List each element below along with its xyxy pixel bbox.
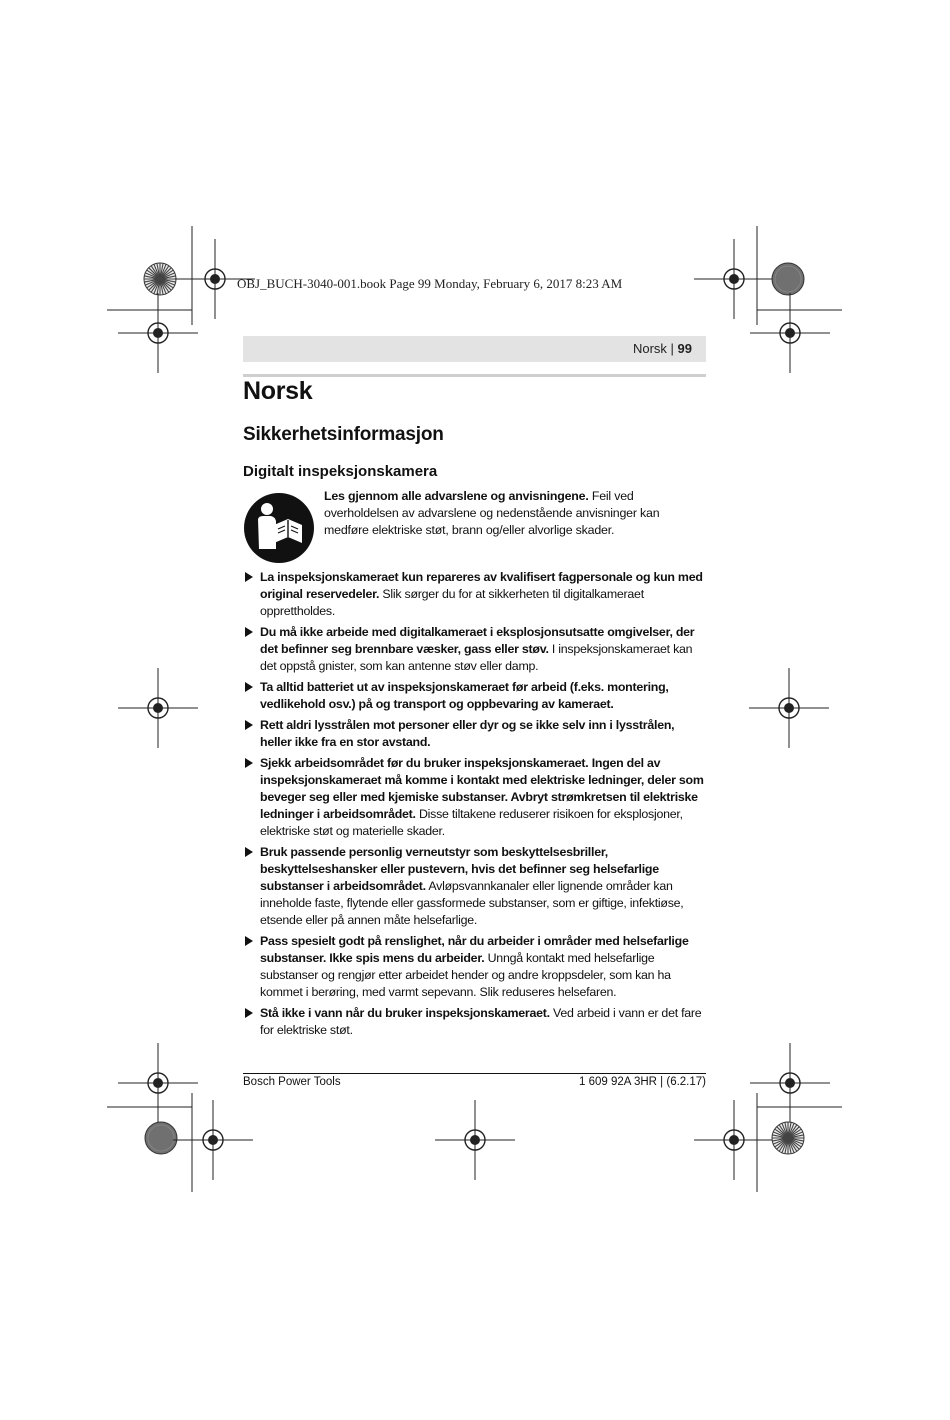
bullet-arrow-icon (245, 572, 253, 582)
warning-item (243, 933, 706, 1001)
page-header (633, 341, 692, 356)
intro-bold: Les gjennom alle advarslene og anvisningene. (324, 489, 589, 503)
footer-brand: Bosch Power Tools (243, 1076, 341, 1088)
warning-bold: Stå ikke i vann når du bruker inspeksjonskameraet. (260, 1006, 550, 1020)
bullet-arrow-icon (245, 682, 253, 692)
warning-item (243, 717, 706, 751)
header-separator: | (666, 341, 678, 356)
page-number: 99 (677, 341, 692, 356)
warning-item (243, 844, 706, 929)
safety-warning-list (243, 569, 706, 1043)
warning-bold: La inspeksjonskameraet kun repareres av kvalifisert fagpersonale og kun med original reservedeler. (260, 570, 703, 601)
page-title: Norsk (243, 377, 313, 405)
warning-text: Slik sørger du for at sikkerheten til digitalkameraet opprettholdes. (260, 587, 644, 618)
header-rule (243, 374, 706, 377)
footer-rule (243, 1073, 706, 1074)
bullet-arrow-icon (245, 627, 253, 637)
bullet-arrow-icon (245, 1008, 253, 1018)
warning-item (243, 1005, 706, 1039)
page-header-bar (243, 336, 706, 362)
warning-bold: Rett aldri lysstrålen mot personer eller dyr og se ikke selv inn i lysstrålen, heller ikke fra en stor avstand. (260, 718, 675, 749)
warning-bold: Sjekk arbeidsområdet før du bruker inspeksjonskameraet. Ingen del av inspeksjonskameraet må komme i kontakt med elektriske ledninger, deler som beveger seg eller med kjemiske substanser. Avbryt strømkretsen til elektriske ledninger i arbeidsområdet. (260, 756, 704, 821)
intro-text: Feil ved overholdelsen av advarslene og nedenstående anvisninger kan medføre elektriske støt, brann og/eller alvorlige skader. (324, 489, 660, 537)
warning-text: Disse tiltakene reduserer risikoen for eksplosjoner, elektriske støt og materielle skader. (260, 807, 683, 838)
warning-text: Ved arbeid i vann er det fare for elektriske støt. (260, 1006, 702, 1037)
footer-document-number: 1 609 92A 3HR | (6.2.17) (578, 1076, 706, 1088)
intro-paragraph (324, 488, 706, 539)
warning-bold: Bruk passende personlig verneutstyr som beskyttelsesbriller, beskyttelseshansker eller pustevern, hvis det befinner seg helsefarlige substanser i arbeidsområdet. (260, 845, 659, 893)
warning-item (243, 624, 706, 675)
header-language: Norsk (632, 341, 667, 356)
warning-item (243, 569, 706, 620)
warning-text: I inspeksjonskameraet kan det oppstå gnister, som kan antenne støv eller damp. (260, 642, 693, 673)
warning-bold: Du må ikke arbeide med digitalkameraet i eksplosjonsutsatte omgivelser, der det befinner seg brennbare væsker, gass eller støv. (260, 625, 695, 656)
warning-bold: Ta alltid batteriet ut av inspeksjonskameraet før arbeid (f.eks. montering, vedlikehold osv.) på og transport og oppbevaring av kameraet. (260, 680, 669, 711)
warning-bold: Pass spesielt godt på renslighet, når du arbeider i områder med helsefarlige substanser. Ikke spis mens du arbeider. (260, 934, 689, 965)
bullet-arrow-icon (245, 720, 253, 730)
bullet-arrow-icon (245, 936, 253, 946)
warning-item (243, 755, 706, 840)
subsection-title: Digitalt inspeksjonskamera (243, 463, 438, 480)
bullet-arrow-icon (245, 847, 253, 857)
read-manual-icon (244, 493, 314, 563)
section-title: Sikkerhetsinformasjon (243, 424, 444, 445)
warning-item (243, 679, 706, 713)
warning-text: Avløpsvannkanaler eller lignende områder kan inneholde faste, flytende eller gassformede substanser, som er giftige, infektiøse, etsende eller på annen måte helsefarlige. (260, 879, 684, 927)
print-job-info: OBJ_BUCH-3040-001.book Page 99 Monday, February 6, 2017 8:23 AM (237, 276, 623, 291)
warning-text: Unngå kontakt med helsefarlige substanser og rengjør etter arbeidet hender og andre kroppsdeler, som kan ha kommet i berøring, med varmt sepevann. Slik reduseres helsefaren. (260, 951, 671, 999)
bullet-arrow-icon (245, 758, 253, 768)
